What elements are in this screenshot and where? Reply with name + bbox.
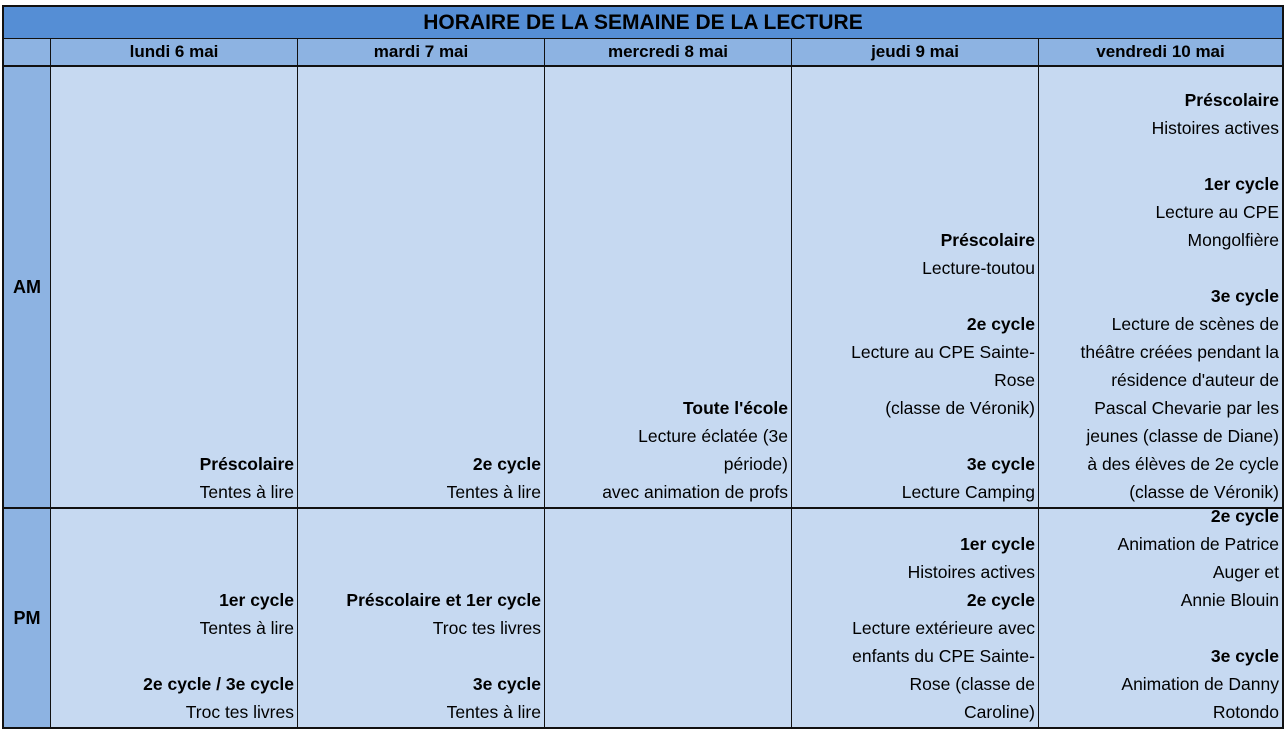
activity-text: Troc tes livres [432,618,541,638]
activity-group: 2e cycle / 3e cycle [143,674,294,694]
activity-text: Lecture au CPE Sainte- [851,342,1035,362]
activity-text: Animation de Patrice [1117,534,1279,554]
activity-group: 2e cycle [1210,506,1279,526]
activity-group: Préscolaire [940,230,1035,250]
activity-text: Lecture-toutou [922,258,1035,278]
pm-cell-tuesday [298,509,545,727]
activity-group: 1er cycle [960,534,1035,554]
day-header-friday: vendredi 10 mai [1096,42,1225,61]
am-cell-tuesday [298,67,545,507]
activity-group: 1er cycle [1204,174,1279,194]
activity-text: Tentes à lire [446,702,541,722]
pm-cell-friday [1039,506,1282,727]
spacer-line [1039,614,1279,642]
activity-text: Lecture extérieure avec [852,618,1035,638]
activity-text: (classe de Véronik) [885,398,1035,418]
activity-text: enfants du CPE Sainte- [852,646,1035,666]
activity-group: 3e cycle [472,674,541,694]
activity-text: Pascal Chevarie par les [1094,398,1279,418]
activity-text: Mongolfière [1187,230,1279,250]
activity-text: période) [723,454,788,474]
pm-label: PM [4,509,51,727]
activity-group: 3e cycle [966,454,1035,474]
day-header-wednesday: mercredi 8 mai [545,39,792,65]
activity-text: Annie Blouin [1180,590,1279,610]
activity-group: Toute l'école [683,398,788,418]
activity-text: Rose (classe de [909,674,1035,694]
activity-group: 3e cycle [1210,646,1279,666]
schedule-table [2,5,1284,729]
table-title: HORAIRE DE LA SEMAINE DE LA LECTURE [4,7,1282,39]
activity-text: Rose [994,370,1035,390]
spacer-line [792,282,1035,310]
am-cell-thursday [792,67,1039,507]
activity-text: Lecture de scènes de [1111,314,1279,334]
am-cell-friday [1039,67,1282,507]
activity-text: Tentes à lire [199,618,294,638]
activity-text: (classe de Véronik) [1129,482,1279,502]
am-label: AM [4,67,51,507]
activity-group: 2e cycle [966,314,1035,334]
day-header-tuesday: mardi 7 mai [298,39,545,65]
activity-group: 2e cycle [472,454,541,474]
am-cell-monday [51,67,298,507]
activity-text: Rotondo [1212,702,1279,722]
activity-text: avec animation de profs [602,482,788,502]
activity-text: Lecture au CPE [1155,202,1279,222]
activity-group: Préscolaire [199,454,294,474]
activity-text: à des élèves de 2e cycle [1087,454,1279,474]
spacer-line [51,642,294,670]
day-header-monday: lundi 6 mai [51,39,298,65]
activity-text: résidence d'auteur de [1111,370,1279,390]
activity-group: Préscolaire et 1er cycle [346,590,541,610]
day-header-thursday: jeudi 9 mai [792,39,1039,65]
activity-text: Tentes à lire [199,482,294,502]
activity-text: jeunes (classe de Diane) [1086,426,1279,446]
activity-text: Lecture éclatée (3e [638,426,788,446]
spacer-line [298,642,541,670]
corner-cell [4,39,51,65]
activity-text: Tentes à lire [446,482,541,502]
activity-text: Lecture Camping [901,482,1035,502]
activity-group: Préscolaire [1184,90,1279,110]
activity-text: Histoires actives [907,562,1035,582]
spacer-line [792,422,1035,450]
activity-text: Troc tes livres [185,702,294,722]
pm-cell-wednesday [545,509,792,727]
pm-cell-thursday [792,509,1039,727]
pm-row [4,506,1282,727]
spacer-line [1039,254,1279,282]
pm-cell-monday [51,509,298,727]
spacer-line [1039,142,1279,170]
activity-group: 3e cycle [1210,286,1279,306]
activity-text: Auger et [1212,562,1279,582]
am-cell-wednesday [545,67,792,507]
activity-text: Caroline) [964,702,1035,722]
activity-text: Animation de Danny [1121,674,1279,694]
activity-text: Histoires actives [1151,118,1279,138]
activity-group: 1er cycle [219,590,294,610]
day-header-row [4,39,1282,67]
am-row [4,67,1282,509]
activity-text: théâtre créées pendant la [1080,342,1279,362]
activity-group: 2e cycle [966,590,1035,610]
